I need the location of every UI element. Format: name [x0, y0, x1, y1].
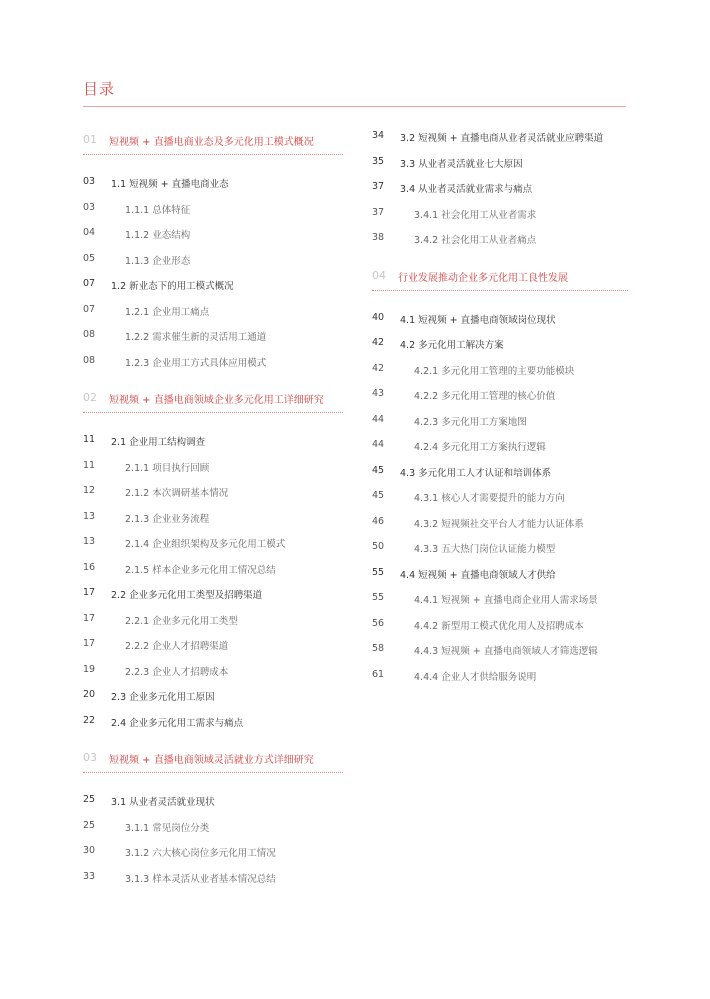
entry-label: 4.2.4 多元化用工方案执行逻辑	[414, 442, 546, 453]
page-number: 07	[83, 278, 96, 289]
toc-entry[interactable]	[372, 124, 628, 150]
entry-label: 2.1.2 本次调研基本情况	[125, 488, 229, 499]
page-number: 43	[372, 388, 385, 399]
page-number: 17	[83, 587, 96, 598]
page-number: 45	[372, 464, 385, 476]
page-number: 33	[83, 870, 96, 882]
toc-entry[interactable]	[372, 331, 628, 357]
entry-label: 2.4 企业多元化用工需求与痛点	[111, 717, 244, 729]
page-number: 30	[83, 845, 96, 856]
toc-subentry[interactable]	[83, 839, 343, 865]
entry-label: 4.1 短视频 + 直播电商领域岗位现状	[400, 314, 556, 326]
section-title: 短视频 + 直播电商领域灵活就业方式详细研究	[109, 755, 314, 766]
toc-subentry[interactable]	[83, 814, 343, 840]
page-number: 34	[372, 130, 385, 141]
entry-label: 1.1 短视频 + 直播电商业态	[111, 179, 229, 190]
entry-label: 4.2 多元化用工解决方案	[400, 340, 504, 351]
toc-subentry[interactable]	[372, 586, 628, 612]
entry-label: 1.1.3 企业形态	[125, 255, 191, 267]
page-number: 42	[372, 362, 385, 374]
title-divider	[83, 106, 626, 107]
entry-label: 3.1 从业者灵活就业现状	[111, 797, 215, 808]
section-dotted-divider	[83, 412, 343, 413]
toc-subentry[interactable]	[372, 663, 628, 689]
page-number: 08	[83, 354, 96, 366]
toc-subentry[interactable]	[372, 226, 628, 252]
entry-label: 1.1.2 业态结构	[125, 230, 191, 241]
toc-subentry[interactable]	[372, 408, 628, 434]
toc-subentry[interactable]	[372, 612, 628, 638]
toc-entry[interactable]	[83, 709, 343, 735]
toc-entry[interactable]	[372, 175, 628, 201]
page-number: 37	[372, 206, 385, 218]
entry-label: 3.4 从业者灵活就业需求与痛点	[400, 184, 533, 195]
entry-label: 2.1.3 企业业务流程	[125, 513, 210, 525]
toc-subentry[interactable]	[83, 658, 343, 684]
page-number: 11	[83, 459, 96, 471]
toc-entry[interactable]	[83, 272, 343, 298]
entry-label: 1.2 新业态下的用工模式概况	[111, 281, 234, 292]
entry-label: 2.1 企业用工结构调查	[111, 437, 206, 448]
toc-subentry[interactable]	[372, 382, 628, 408]
entry-label: 4.4.2 新型用工模式优化用人及招聘成本	[414, 620, 584, 632]
section-number: 01	[83, 133, 97, 146]
toc-subentry[interactable]	[83, 505, 343, 531]
toc-subentry[interactable]	[372, 433, 628, 459]
page-number: 07	[83, 303, 96, 315]
toc-entry[interactable]	[83, 170, 343, 196]
toc-subentry[interactable]	[372, 484, 628, 510]
entry-label: 4.3 多元化用工人才认证和培训体系	[400, 467, 552, 479]
entry-label: 3.1.3 样本灵活从业者基本情况总结	[125, 873, 276, 885]
toc-section-heading[interactable]	[372, 260, 628, 286]
toc-entry[interactable]	[372, 306, 628, 332]
page-number: 58	[372, 643, 385, 654]
entry-label: 3.1.1 常见岗位分类	[125, 822, 210, 834]
entry-label: 4.4.3 短视频 + 直播电商领域人才筛选逻辑	[414, 646, 598, 657]
page-number: 46	[372, 515, 385, 527]
page-number: 05	[83, 252, 96, 264]
section-dotted-divider	[83, 772, 343, 773]
toc-subentry[interactable]	[83, 479, 343, 505]
section-number: 04	[372, 268, 386, 282]
page-title: 目录	[83, 80, 116, 98]
toc-subentry[interactable]	[83, 865, 343, 891]
page-number: 08	[83, 329, 96, 340]
toc-subentry[interactable]	[83, 247, 343, 273]
toc-left-column	[83, 124, 343, 890]
page-number: 17	[83, 638, 96, 649]
entry-label: 3.3 从业者灵活就业七大原因	[400, 158, 523, 170]
page-number: 37	[372, 181, 385, 192]
entry-label: 2.3 企业多元化用工原因	[111, 692, 215, 703]
entry-label: 4.4.1 短视频 + 直播电商企业用人需求场景	[414, 595, 598, 606]
page-number: 35	[372, 155, 385, 167]
entry-label: 2.1.5 样本企业多元化用工情况总结	[125, 564, 276, 576]
toc-subentry[interactable]	[83, 349, 343, 375]
entry-label: 4.3.1 核心人才需要提升的能力方向	[414, 493, 565, 504]
page-number: 55	[372, 566, 385, 578]
toc-subentry[interactable]	[83, 221, 343, 247]
toc-subentry[interactable]	[372, 637, 628, 663]
page-number: 13	[83, 510, 96, 522]
entry-label: 1.2.1 企业用工痛点	[125, 306, 210, 318]
page-number: 55	[372, 592, 385, 603]
toc-section-heading[interactable]	[83, 742, 343, 768]
page-number: 22	[83, 714, 96, 726]
entry-label: 3.1.2 六大核心岗位多元化用工情况	[125, 848, 276, 859]
toc-subentry[interactable]	[83, 530, 343, 556]
page-number: 25	[83, 819, 96, 831]
toc-entry[interactable]	[83, 683, 343, 709]
entry-label: 2.1.1 项目执行回顾	[125, 462, 210, 474]
toc-subentry[interactable]	[83, 607, 343, 633]
toc-subentry[interactable]	[372, 510, 628, 536]
entry-label: 4.3.3 五大热门岗位认证能力模型	[414, 544, 556, 555]
toc-subentry[interactable]	[372, 201, 628, 227]
page-number: 61	[372, 668, 385, 680]
entry-label: 4.2.1 多元化用工管理的主要功能模块	[414, 365, 575, 377]
entry-label: 4.2.3 多元化用工方案地图	[414, 416, 527, 428]
page-number: 13	[83, 536, 96, 547]
entry-label: 1.2.3 企业用工方式具体应用模式	[125, 357, 267, 369]
entry-label: 2.2.3 企业人才招聘成本	[125, 666, 229, 678]
page-number: 03	[83, 201, 96, 213]
entry-label: 1.1.1 总体特征	[125, 204, 191, 216]
entry-label: 2.2 企业多元化用工类型及招聘渠道	[111, 590, 263, 601]
section-title: 短视频 + 直播电商业态及多元化用工模式概况	[109, 137, 314, 148]
toc-subentry[interactable]	[83, 632, 343, 658]
page-number: 44	[372, 439, 385, 450]
toc-entry[interactable]	[83, 788, 343, 814]
page-number: 42	[372, 337, 385, 348]
page-number: 20	[83, 689, 96, 700]
entry-label: 2.1.4 企业组织架构及多元化用工模式	[125, 539, 286, 550]
toc-entry[interactable]	[83, 581, 343, 607]
entry-label: 4.4 短视频 + 直播电商领域人才供给	[400, 569, 556, 581]
toc-entry[interactable]	[372, 150, 628, 176]
toc-subentry[interactable]	[83, 556, 343, 582]
toc-subentry[interactable]	[83, 454, 343, 480]
toc-entry[interactable]	[372, 459, 628, 485]
page-number: 11	[83, 434, 96, 445]
toc-entry[interactable]	[372, 561, 628, 587]
section-title: 行业发展推动企业多元化用工良性发展	[398, 272, 568, 284]
section-dotted-divider	[83, 154, 343, 155]
page-number: 40	[372, 311, 385, 323]
page-number: 25	[83, 794, 96, 805]
entry-label: 4.4.4 企业人才供给服务说明	[414, 671, 537, 683]
section-number: 02	[83, 391, 97, 404]
toc-right-column	[372, 124, 628, 688]
page-number: 44	[372, 413, 385, 425]
page-number: 12	[83, 485, 96, 496]
entry-label: 4.3.2 短视频社交平台人才能力认证体系	[414, 518, 584, 530]
entry-label: 2.2.1 企业多元化用工类型	[125, 615, 238, 627]
toc-section-heading[interactable]	[83, 124, 343, 150]
entry-label: 3.2 短视频 + 直播电商从业者灵活就业应聘渠道	[400, 133, 604, 144]
entry-label: 2.2.2 企业人才招聘渠道	[125, 641, 229, 652]
page-number: 38	[372, 232, 385, 243]
toc-subentry[interactable]	[83, 196, 343, 222]
page-number: 03	[83, 176, 96, 187]
page-number: 19	[83, 663, 96, 675]
toc-entry[interactable]	[83, 428, 343, 454]
page-number: 50	[372, 541, 385, 552]
section-dotted-divider	[372, 290, 628, 291]
page-number: 04	[83, 227, 96, 238]
section-title: 短视频 + 直播电商领域企业多元化用工详细研究	[109, 395, 324, 406]
entry-label: 3.4.1 社会化用工从业者需求	[414, 209, 537, 221]
page-number: 45	[372, 490, 385, 501]
entry-label: 1.2.2 需求催生新的灵活用工通道	[125, 332, 267, 343]
entry-label: 3.4.2 社会化用工从业者痛点	[414, 235, 537, 246]
page-number: 17	[83, 612, 96, 624]
entry-label: 4.2.2 多元化用工管理的核心价值	[414, 391, 556, 402]
toc-subentry[interactable]	[83, 323, 343, 349]
toc-subentry[interactable]	[372, 535, 628, 561]
toc-subentry[interactable]	[83, 298, 343, 324]
page-number: 16	[83, 561, 96, 573]
toc-subentry[interactable]	[372, 357, 628, 383]
page-number: 56	[372, 617, 385, 629]
section-number: 03	[83, 751, 97, 764]
toc-section-heading[interactable]	[83, 382, 343, 408]
